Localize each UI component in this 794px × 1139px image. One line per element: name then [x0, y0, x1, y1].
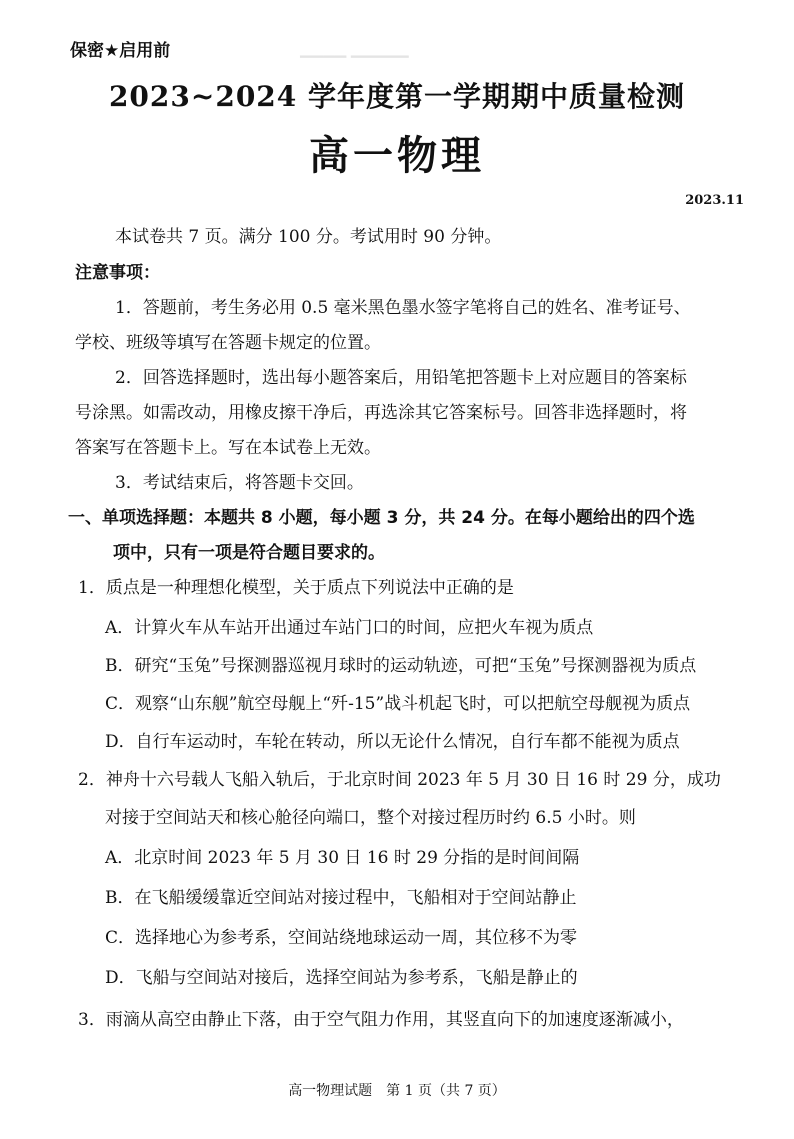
- bleed-through-shadow: ▁▁▁▁ ▁▁▁▁▁: [300, 40, 409, 58]
- notice-item-1-line-2: 学校、班级等填写在答题卡规定的位置。: [75, 333, 381, 353]
- question-1-option-b: B．研究“玉兔”号探测器巡视月球时的运动轨迹，可把“玉兔”号探测器视为质点: [105, 656, 697, 676]
- question-3-stem-line-1: 3．雨滴从高空由静止下落，由于空气阻力作用，其竖直向下的加速度逐渐减小，: [78, 1010, 684, 1030]
- question-1-option-c: C．观察“山东舰”航空母舰上“歼-15”战斗机起飞时，可以把航空母舰视为质点: [105, 694, 691, 714]
- question-2-option-c: C．选择地心为参考系，空间站绕地球运动一周，其位移不为零: [105, 928, 578, 948]
- notice-heading: 注意事项：: [75, 263, 160, 283]
- confidential-label: 保密★启用前: [70, 41, 171, 61]
- question-2-option-b: B．在飞船缓缓靠近空间站对接过程中，飞船相对于空间站静止: [105, 888, 577, 908]
- question-1-option-a: A．计算火车从车站开出通过车站门口的时间，应把火车视为质点: [105, 618, 594, 638]
- section-1-heading-line-2: 项中，只有一项是符合题目要求的。: [113, 543, 385, 563]
- exam-title: 2023~2024 学年度第一学期期中质量检测: [108, 80, 686, 113]
- question-2-stem-line-1: 2．神舟十六号载人飞船入轨后，于北京时间 2023 年 5 月 30 日 16 时 29 分，成功: [78, 770, 721, 790]
- notice-item-2-line-2: 号涂黑。如需改动，用橡皮擦干净后，再选涂其它答案标号。回答非选择题时，将: [75, 403, 687, 423]
- question-1-stem: 1．质点是一种理想化模型，关于质点下列说法中正确的是: [78, 578, 514, 598]
- question-2-stem-line-2: 对接于空间站天和核心舱径向端口，整个对接过程历时约 6.5 小时。则: [105, 808, 636, 828]
- subject-title: 高一物理: [309, 132, 485, 179]
- question-2-option-a: A．北京时间 2023 年 5 月 30 日 16 时 29 分指的是时间间隔: [105, 848, 580, 868]
- notice-item-3: 3．考试结束后，将答题卡交回。: [115, 473, 364, 493]
- question-2-option-d: D．飞船与空间站对接后，选择空间站为参考系，飞船是静止的: [105, 968, 578, 988]
- intro-text: 本试卷共 7 页。满分 100 分。考试用时 90 分钟。: [115, 227, 502, 247]
- exam-date: 2023.11: [685, 193, 744, 208]
- section-1-heading-line-1: 一、单项选择题：本题共 8 小题，每小题 3 分，共 24 分。在每小题给出的四个选: [68, 508, 695, 528]
- notice-item-2-line-3: 答案写在答题卡上。写在本试卷上无效。: [75, 438, 381, 458]
- question-1-option-d: D．自行车运动时，车轮在转动，所以无论什么情况，自行车都不能视为质点: [105, 732, 680, 752]
- notice-item-2-line-1: 2．回答选择题时，选出每小题答案后，用铅笔把答题卡上对应题目的答案标: [115, 368, 687, 388]
- notice-item-1-line-1: 1．答题前，考生务必用 0.5 毫米黑色墨水签字笔将自己的姓名、准考证号、: [115, 298, 691, 318]
- page-footer: 高一物理试题 第 1 页（共 7 页）: [288, 1083, 506, 1099]
